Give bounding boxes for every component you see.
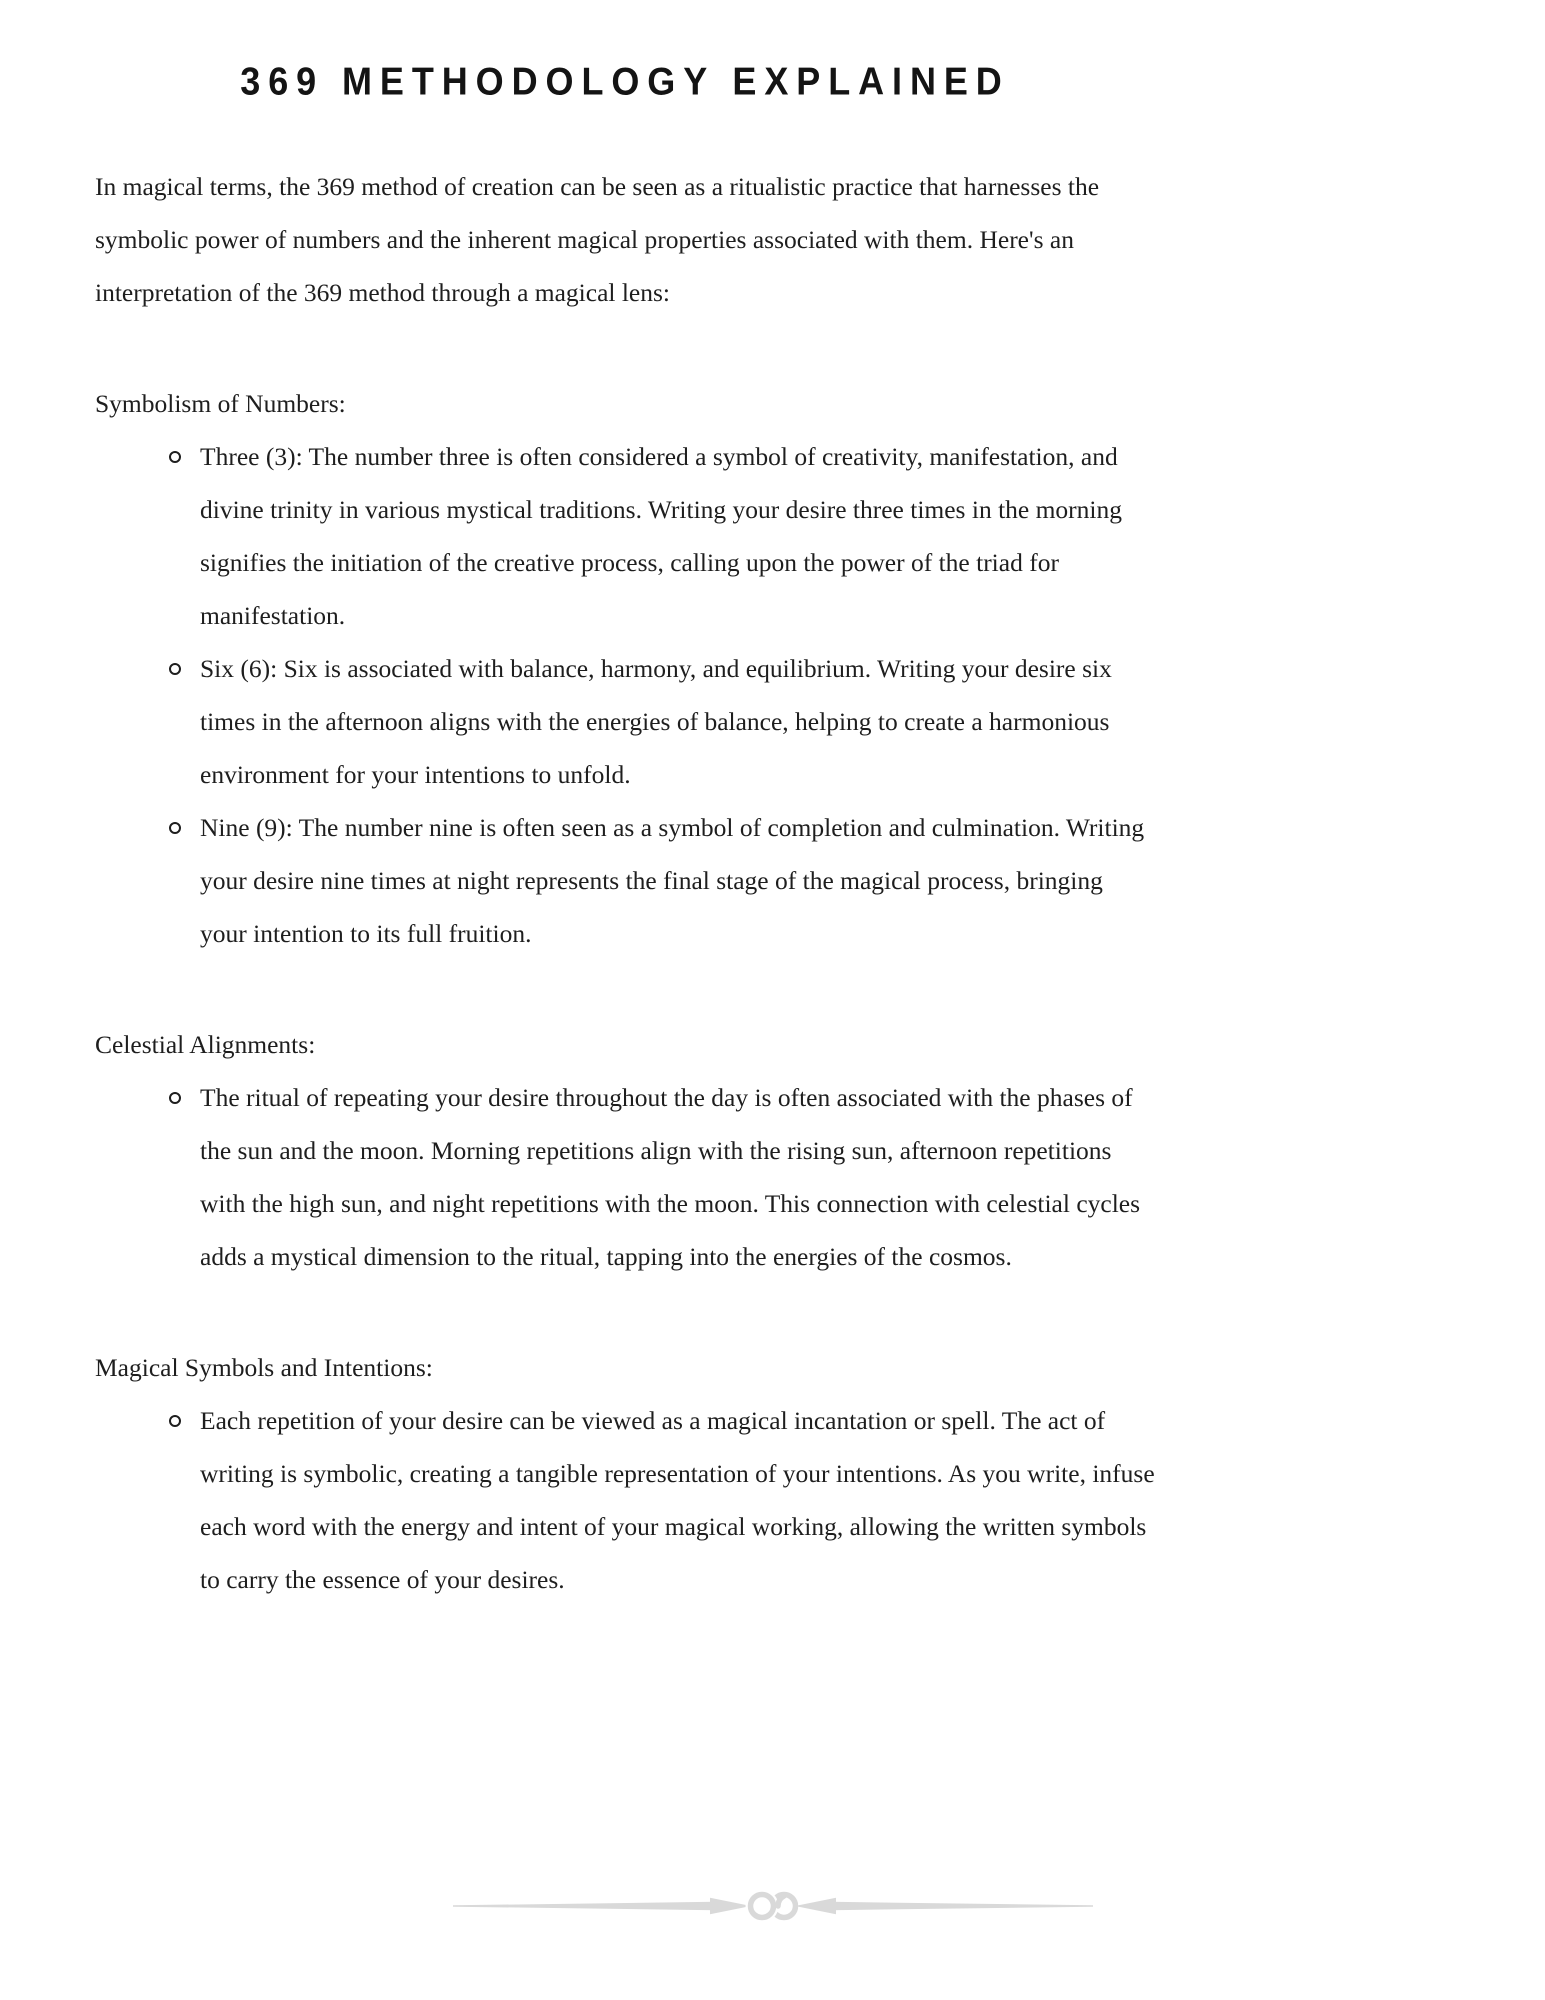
section-heading: Magical Symbols and Intentions: (95, 1353, 433, 1382)
list-item (169, 642, 1155, 801)
intro-paragraph: In magical terms, the 369 method of creation can be seen as a ritualistic practice that harnesses the symbolic power of numbers and the inherent magical properties associated with them. Here's an interpretation of the 369 method through a magical lens: (95, 172, 1100, 307)
bullet-text: Each repetition of your desire can be viewed as a magical incantation or spell. The act of writing is symbolic, creating a tangible representation of your intentions. As you write, infuse each word with the energy and intent of your magical working, allowing the written symbols to carry the essence of your desires. (200, 1406, 1155, 1594)
section-heading: Symbolism of Numbers: (95, 389, 346, 418)
page-title: 369 METHODOLOGY EXPLAINED (240, 58, 1010, 103)
list-item (169, 1394, 1155, 1606)
document-content (95, 50, 1155, 1606)
bullet-list (95, 1071, 1155, 1283)
section-magical-symbols (95, 1341, 1155, 1606)
infinity-divider-icon (453, 1884, 1093, 1928)
section-symbolism (95, 377, 1155, 960)
bullet-text: The ritual of repeating your desire throughout the day is often associated with the phases of the sun and the moon. Morning repetitions align with the rising sun, afternoon repetitions with the high sun, and night repetitions with the moon. This connection with celestial cycles adds a mystical dimension to the ritual, tapping into the energies of the cosmos. (200, 1083, 1141, 1271)
bullet-text: Nine (9): The number nine is often seen as a symbol of completion and culmination. Writing your desire nine times at night represents the final stage of the magical process, bringing your intention to its full fruition. (200, 813, 1145, 948)
section-celestial (95, 1018, 1155, 1283)
bullet-text: Three (3): The number three is often considered a symbol of creativity, manifestation, and divine trinity in various mystical traditions. Writing your desire three times in the morning signifies the initiation of the creative process, calling upon the power of the triad for manifestation. (200, 442, 1123, 630)
list-item (169, 430, 1155, 642)
bullet-list (95, 430, 1155, 960)
section-heading: Celestial Alignments: (95, 1030, 316, 1059)
list-item (169, 1071, 1155, 1283)
list-item (169, 801, 1155, 960)
bullet-text: Six (6): Six is associated with balance, harmony, and equilibrium. Writing your desire six times in the afternoon aligns with the energies of balance, helping to create a harmonious environment for your intentions to unfold. (200, 654, 1112, 789)
bullet-list (95, 1394, 1155, 1606)
